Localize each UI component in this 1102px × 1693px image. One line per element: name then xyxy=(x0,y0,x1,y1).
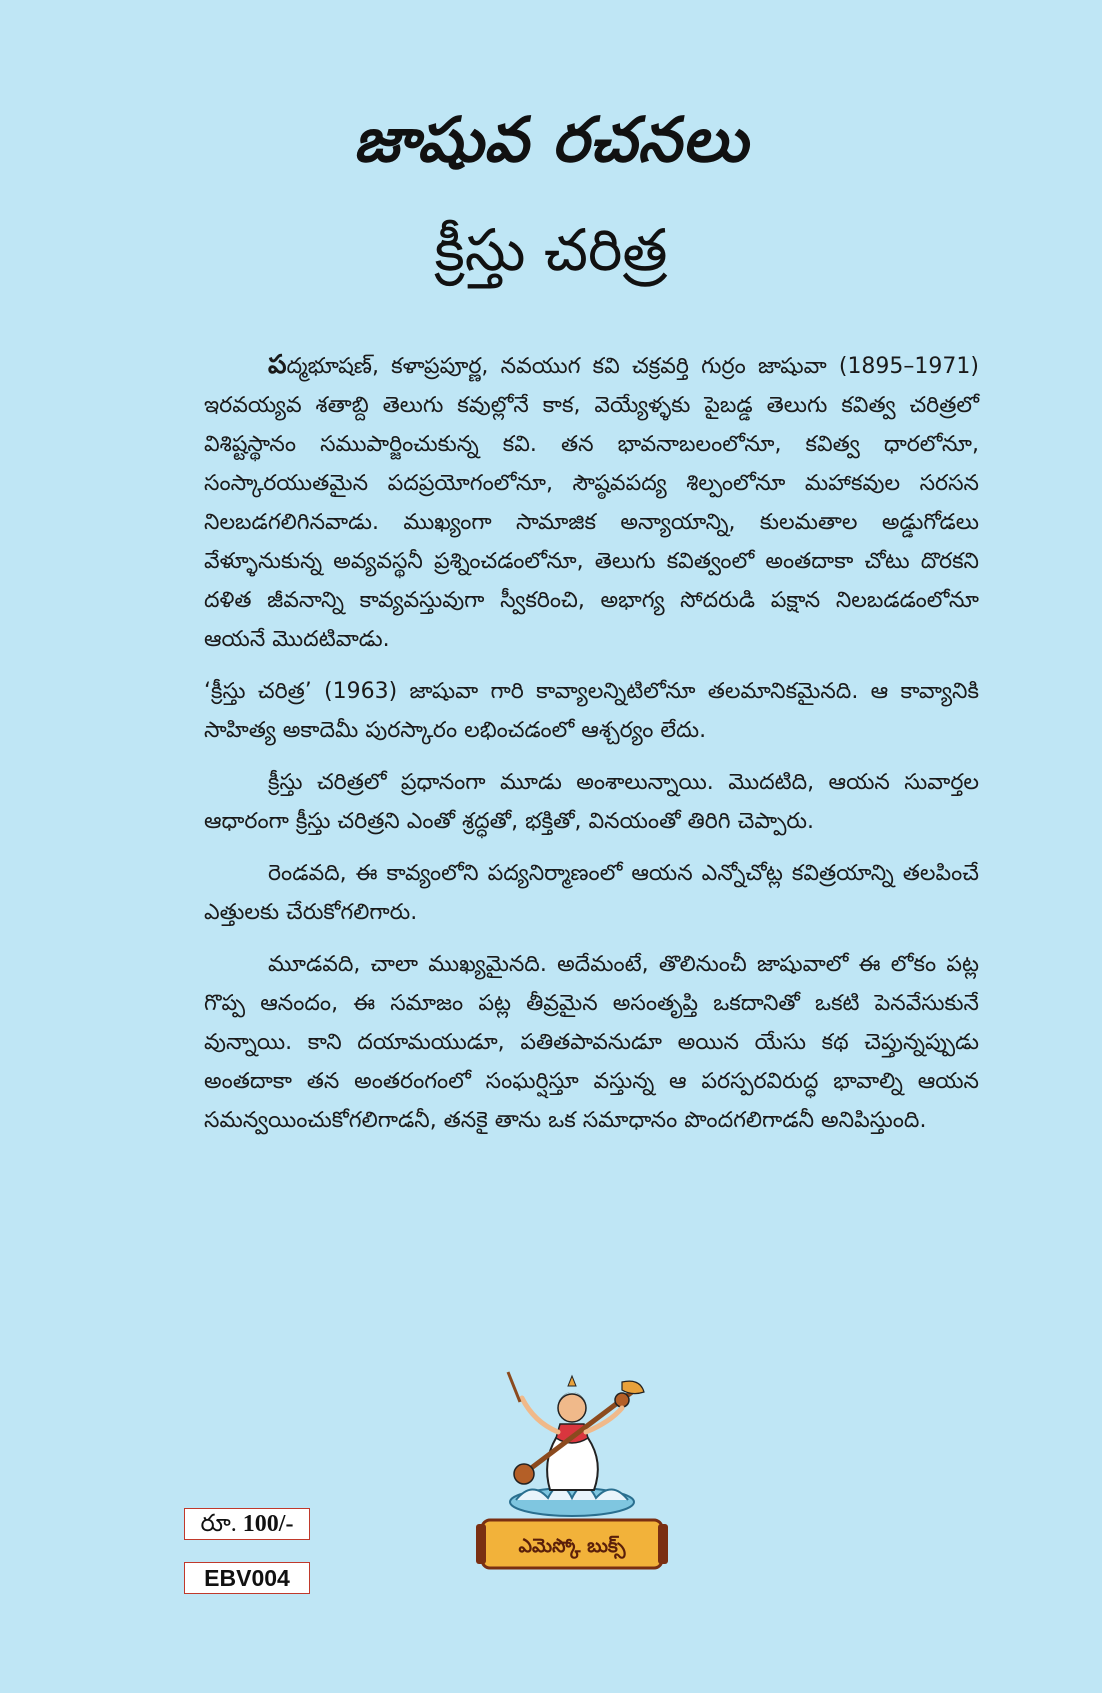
book-title: క్రీస్తు చరిత్ర xyxy=(434,216,668,284)
blurb-paragraph-2: ‘క్రీస్తు చరిత్ర’ (1963) జాషువా గారి కావ్యాలన్నిటిలోనూ తలమానికమైనది. ఆ కావ్యానికి సాహిత్య అకాదెమీ పురస్కారం లభించడంలో ఆశ్చర్యం లేదు. xyxy=(204,679,979,743)
blurb-paragraph-1 xyxy=(204,346,979,659)
blurb-paragraph-4: రెండవది, ఈ కావ్యంలోని పద్యనిర్మాణంలో ఆయన ఎన్నోచోట్ల కవిత్రయాన్ని తలపించే ఎత్తులకు చేరుకోగలిగారు. xyxy=(204,861,979,925)
blurb-paragraph-5: మూడవది, చాలా ముఖ్యమైనది. అదేమంటే, తొలినుంచీ జాషువాలో ఈ లోకం పట్ల గొప్ప ఆనందం, ఈ సమాజం పట్ల తీవ్రమైన అసంతృప్తి ఒకదానితో ఒకటి పెనవేసుకునే వున్నాయి. కాని దయామయుడూ, పతితపావనుడూ అయిన యేసు కథ చెప్తున్నప్పుడు అంతదాకా తన అంతరంగంలో సంఘర్షిస్తూ వస్తున్న ఆ పరస్పరవిరుద్ధ భావాల్ని ఆయన సమన్వయించుకోగలిగాడనీ, తనకై తాను ఒక సమాధానం పొందగలిగాడనీ అనిపిస్తుంది. xyxy=(204,952,979,1133)
book-code: EBV004 xyxy=(184,1562,310,1594)
price-label xyxy=(184,1508,310,1540)
first-letter: ప xyxy=(268,350,287,380)
price-amount: 100/- xyxy=(242,1511,294,1537)
price-prefix: రూ. xyxy=(200,1511,237,1537)
paragraph-1-text: ద్మభూషణ్, కళాప్రపూర్ణ, నవయుగ కవి చక్రవర్తి గుర్రం జాషువా (1895–1971) ఇరవయ్యవ శతాబ్ది తెలుగు కవుల్లోనే కాక, వెయ్యేళ్ళకు పైబడ్డ తెలుగు కవిత్వ చరిత్రలో విశిష్టస్థానం సముపార్జించుకున్న కవి. తన భావనాబలంలోనూ, కవిత్వ ధారలోనూ, సంస్కారయుతమైన పదప్రయోగంలోనూ, సౌష్ఠవపద్య శిల్పంలోనూ మహాకవుల సరసన నిలబడగలిగినవాడు. ముఖ్యంగా సామాజిక అన్యాయాన్ని, కులమతాల అడ్డుగోడలు వేళ్ళూనుకున్న అవ్యవస్థనీ ప్రశ్నించడంలోనూ, తెలుగు కవిత్వంలో అంతదాకా చోటు దొరకని దళిత జీవనాన్ని కావ్యవస్తువుగా స్వీకరించి, అభాగ్య సోదరుడి పక్షాన నిలబడడంలోనూ ఆయనే మొదటివాడు. xyxy=(204,354,979,652)
publisher-logo xyxy=(472,1352,672,1582)
blurb-paragraph-3: క్రీస్తు చరిత్రలో ప్రధానంగా మూడు అంశాలున్నాయి. మొదటిది, ఆయన సువార్తల ఆధారంగా క్రీస్తు చరిత్రని ఎంతో శ్రద్ధతో, భక్తితో, వినయంతో తిరిగి చెప్పారు. xyxy=(204,770,979,834)
book-series-title: జాషువ రచనలు xyxy=(353,103,749,176)
blurb-text xyxy=(204,346,979,1153)
publisher-name: ఎమెస్కో బుక్స్ xyxy=(518,1535,626,1557)
